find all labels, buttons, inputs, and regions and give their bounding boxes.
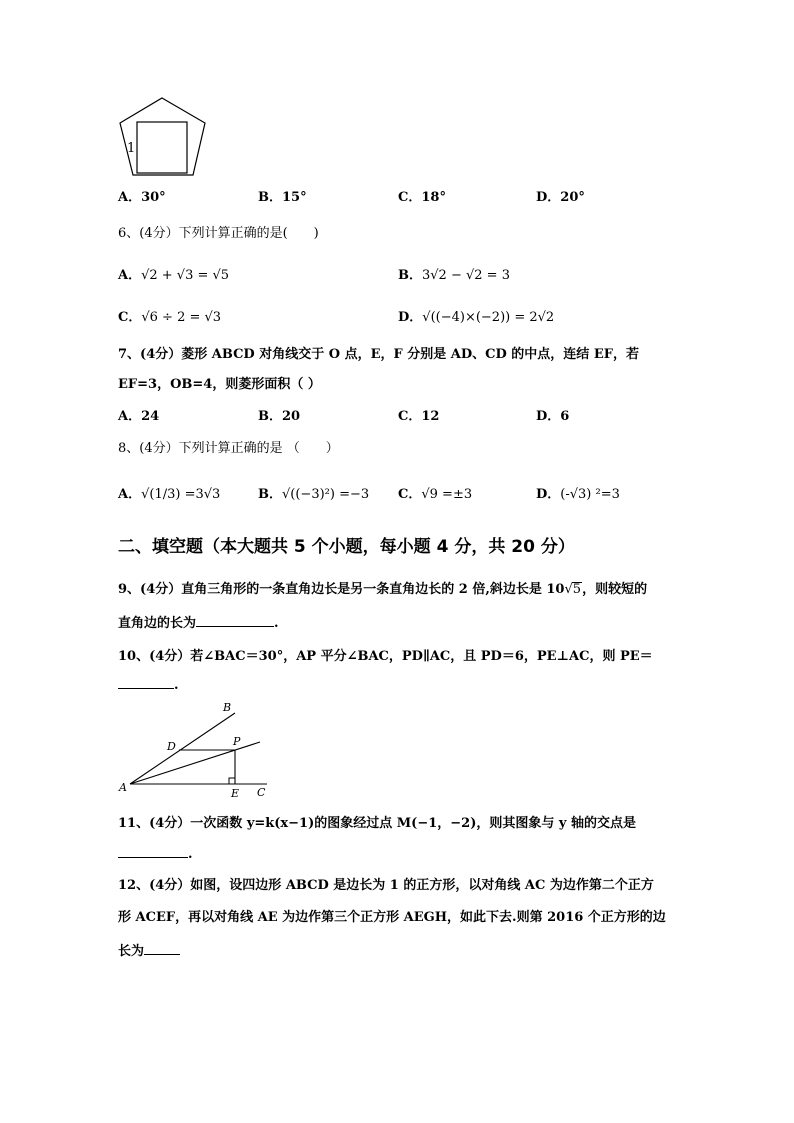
- point-p-label: P: [233, 735, 241, 748]
- q8-option-d: D．(-√3) ²=3: [536, 487, 620, 502]
- q6-option-d-expr: √((−4)×(−2)) = 2√2: [422, 310, 555, 325]
- q8-option-c-expr: √9 =±3: [421, 487, 473, 502]
- q9-radicand: 5: [572, 582, 582, 597]
- q5-option-a: A．30°: [118, 190, 166, 205]
- q11-line1: 11、(4分）一次函数 y=k(x−1)的图象经过点 M(−1，−2)，则其图象与 y 轴的交点是: [118, 816, 636, 831]
- q10-line2: .: [118, 676, 179, 693]
- q6-option-d: D．√((−4)×(−2)) = 2√2: [398, 310, 555, 325]
- q7-option-a: A．24: [118, 409, 160, 424]
- point-e-label: E: [231, 787, 240, 800]
- angle-bisector-figure: [115, 700, 275, 800]
- q8-stem: 8、(4分）下列计算正确的是 （ ）: [118, 441, 339, 456]
- pentagon-square-figure: [115, 95, 215, 180]
- q8-option-c: C．√9 =±3: [398, 487, 473, 502]
- point-d-label: D: [167, 740, 176, 753]
- q7-option-d: D．6: [536, 409, 570, 424]
- q6-option-a: A．√2 + √3 = √5: [118, 268, 230, 283]
- q6-option-c: C．√6 ÷ 2 = √3: [118, 310, 222, 325]
- q9-line2: 直角边的长为 .: [118, 616, 279, 631]
- q8-option-a: A．√(1/3) =3√3: [118, 487, 221, 502]
- q10-line1: 10、(4分）若∠BAC＝30°，AP 平分∠BAC，PD∥AC，且 PD＝6，PE⊥AC，则 PE＝: [118, 649, 653, 664]
- q9-line1: 9、(4分）直角三角形的一条直角边长是另一条直角边长的 2 倍,斜边长是 10√5，则较短的: [118, 582, 648, 597]
- q5-option-c: C．18°: [398, 190, 446, 205]
- q6-stem: 6、(4分）下列计算正确的是( ): [118, 226, 319, 241]
- q8-option-b: B．√((−3)²) =−3: [258, 487, 370, 502]
- q10-answer-blank[interactable]: [118, 676, 174, 689]
- q11-line2: .: [118, 845, 193, 862]
- q5-option-d: D．20°: [536, 190, 585, 205]
- angle-1-label: 1: [127, 141, 136, 156]
- point-b-label: B: [223, 701, 232, 714]
- q8-option-b-expr: √((−3)²) =−3: [282, 487, 370, 502]
- q6-option-b-expr: 3√2 − √2 = 3: [422, 268, 510, 283]
- q12-line1: 12、(4分）如图，设四边形 ABCD 是边长为 1 的正方形，以对角线 AC 为边作第二个正方: [118, 878, 654, 893]
- q5-option-b: B．15°: [258, 190, 307, 205]
- q11-answer-blank[interactable]: [118, 845, 188, 858]
- q8-option-d-expr: (-√3) ²=3: [560, 487, 620, 502]
- point-c-label: C: [257, 786, 266, 799]
- point-a-label: A: [119, 781, 127, 794]
- q6-option-c-expr: √6 ÷ 2 = √3: [141, 310, 222, 325]
- q9-answer-blank[interactable]: [196, 614, 274, 627]
- q7-stem-line1: 7、(4分）菱形 ABCD 对角线交于 O 点，E，F 分别是 AD、CD 的中点，连结 EF，若: [118, 347, 639, 362]
- q12-line2: 形 ACEF，再以对角线 AE 为边作第三个正方形 AEGH，如此下去.则第 2016 个正方形的边: [118, 910, 666, 925]
- q8-option-a-expr: √(1/3) =3√3: [141, 487, 221, 502]
- q7-option-c: C．12: [398, 409, 440, 424]
- q7-stem-line2: EF=3，OB=4，则菱形面积（ ）: [118, 377, 321, 392]
- q6-option-b: B．3√2 − √2 = 3: [398, 268, 510, 283]
- q12-line3: 长为: [118, 940, 180, 959]
- section-2-title: 二、填空题（本大题共 5 个小题，每小题 4 分，共 20 分）: [118, 537, 575, 557]
- q7-option-b: B．20: [258, 409, 301, 424]
- q12-answer-blank[interactable]: [144, 942, 180, 955]
- q6-option-a-expr: √2 + √3 = √5: [141, 268, 230, 283]
